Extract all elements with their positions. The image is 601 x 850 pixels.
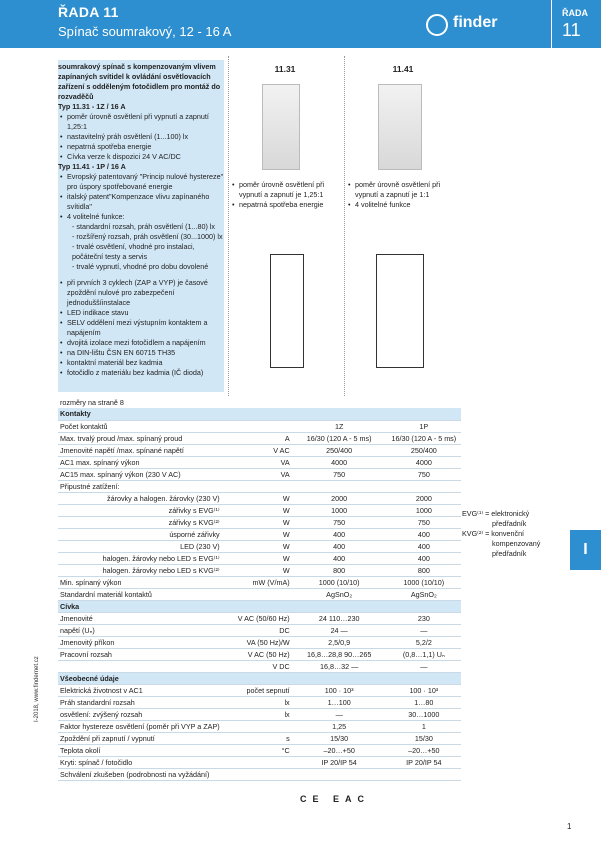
row-label: Připustné zatížení: — [58, 480, 222, 492]
row-label: Zpoždění při zapnutí / vypnutí — [58, 732, 222, 744]
value-1141: 2000 — [387, 492, 461, 504]
value-1141: 750 — [387, 516, 461, 528]
row-unit — [222, 588, 292, 600]
row-unit — [222, 768, 292, 780]
row-label: LED (230 V) — [58, 540, 222, 552]
spec-row — [58, 636, 461, 648]
feature-subitem: - standardní rozsah, práh osvětlení (1...80) lx — [72, 222, 216, 231]
value-1131 — [292, 480, 387, 492]
value-1131: 1000 — [292, 504, 387, 516]
product-note: • poměr úrovně osvětlení při vypnutí a zapnutí je 1:1 — [346, 180, 461, 200]
divider — [344, 56, 345, 396]
row-unit: W — [222, 492, 292, 504]
feature-intro: soumrakový spínač s kompenzovaným vlivem zapínaných svítidel k ovládání osvětlovacích zařízení s odděleným fotočidlem pro montáž do rozvaděčů — [58, 62, 221, 101]
row-label: Všeobecné údaje — [58, 672, 461, 684]
value-1141: 1…80 — [387, 696, 461, 708]
value-1131: 24 — — [292, 624, 387, 636]
spec-row — [58, 504, 461, 516]
row-unit: °C — [222, 744, 292, 756]
cert-marks: CE EAC — [300, 794, 371, 804]
row-unit: VA — [222, 456, 292, 468]
row-label: AC1 max. spínaný výkon — [58, 456, 222, 468]
feature-item: • na DIN-lištu ČSN EN 60715 TH35 — [58, 348, 224, 358]
feature-item: • LED indikace stavu — [58, 308, 224, 318]
feature-item: • Evropský patentovaný "Princip nulové hystereze" pro úspory spotřebované energie — [58, 172, 224, 192]
product-note: • poměr úrovně osvětlení při vypnutí a zapnutí je 1,25:1 — [230, 180, 345, 200]
value-1141: 1 — [387, 720, 461, 732]
series-title: ŘADA 11 — [58, 4, 119, 20]
row-unit: W — [222, 504, 292, 516]
feature-item: • fotočidlo z materiálu bez kadmia (IČ dioda) — [58, 368, 224, 378]
row-label: osvětlení: zvýšený rozsah — [58, 708, 222, 720]
row-label: zářivky s KVG⁽²⁾ — [58, 516, 222, 528]
value-1141: 400 — [387, 540, 461, 552]
spec-row — [58, 624, 461, 636]
row-unit: VA — [222, 468, 292, 480]
row-unit — [222, 720, 292, 732]
value-1131: 16/30 (120 A - 5 ms) — [292, 432, 387, 444]
spec-row — [58, 612, 461, 624]
spec-row — [58, 756, 461, 768]
legend-evg: EVG⁽¹⁾ = elektronický — [462, 509, 530, 518]
value-1141: — — [387, 660, 461, 672]
value-1131 — [292, 768, 387, 780]
value-1141: AgSnO₂ — [387, 588, 461, 600]
page-number: 1 — [567, 822, 572, 831]
feature-subitem: - rozšířený rozsah, práh osvětlení (30...1000) lx — [72, 232, 223, 241]
value-1141: 400 — [387, 552, 461, 564]
row-unit: V AC (50/60 Hz) — [222, 612, 292, 624]
legend-evg-2: předřadník — [492, 519, 527, 528]
spec-row — [58, 576, 461, 588]
spec-row — [58, 720, 461, 732]
row-label: Práh standardní rozsah — [58, 696, 222, 708]
spec-row — [58, 408, 461, 420]
value-1141: 800 — [387, 564, 461, 576]
footer-note: I-2018, www.findernet.cz — [34, 656, 40, 722]
value-1131: 2,5/0,9 — [292, 636, 387, 648]
spec-row — [58, 588, 461, 600]
row-unit: mW (V/mA) — [222, 576, 292, 588]
spec-row — [58, 456, 461, 468]
value-1141: 1P — [387, 420, 461, 432]
product-code-1: 11.31 — [274, 64, 296, 74]
spec-row — [58, 564, 461, 576]
value-1131: 400 — [292, 552, 387, 564]
row-unit: počet sepnutí — [222, 684, 292, 696]
row-label: Jmenovité — [58, 612, 222, 624]
row-label: Schválení zkušeben (podrobnosti na vyžádání) — [58, 768, 222, 780]
value-1141: 230 — [387, 612, 461, 624]
row-unit: W — [222, 540, 292, 552]
row-label: Jmenovité napětí /max. spínané napětí — [58, 444, 222, 456]
value-1141: 250/400 — [387, 444, 461, 456]
legend-kvg: KVG⁽²⁾ = konvenční — [462, 529, 525, 538]
feature-item: • SELV oddělení mezi výstupním kontaktem a napájením — [58, 318, 224, 338]
row-label: Cívka — [58, 600, 461, 612]
spec-row — [58, 684, 461, 696]
value-1141: 16/30 (120 A - 5 ms) — [387, 432, 461, 444]
spec-row — [58, 660, 461, 672]
value-1131: 400 — [292, 528, 387, 540]
row-label: Min. spínaný výkon — [58, 576, 222, 588]
value-1131: 400 — [292, 540, 387, 552]
value-1131: 250/400 — [292, 444, 387, 456]
row-label: Faktor hystereze osvětlení (poměr při VYP a ZAP) — [60, 721, 220, 731]
tab-label: ŘADA — [562, 8, 588, 18]
row-label: AC15 max. spínaný výkon (230 V AC) — [58, 468, 222, 480]
spec-row — [58, 732, 461, 744]
row-label: halogen. žárovky nebo LED s KVG⁽²⁾ — [58, 564, 222, 576]
wiring-drawing-1141 — [376, 254, 424, 368]
row-unit: DC — [222, 624, 292, 636]
value-1141: — — [387, 624, 461, 636]
feature-item: • poměr úrovně osvětlení při vypnutí a zapnutí 1,25:1 — [58, 112, 224, 132]
spec-row — [58, 768, 461, 780]
value-1141: 1000 — [387, 504, 461, 516]
row-label: Standardní materiál kontaktů — [58, 588, 222, 600]
product-notes-2 — [346, 180, 461, 210]
wiring-drawing-1131 — [270, 254, 304, 368]
logo-ring-icon — [426, 14, 448, 36]
row-label — [58, 660, 222, 672]
spec-table — [58, 396, 461, 781]
spec-row — [58, 468, 461, 480]
row-unit: lx — [222, 696, 292, 708]
series-subtitle: Spínač soumrakový, 12 - 16 A — [58, 24, 232, 39]
value-1131: 4000 — [292, 456, 387, 468]
value-1131: 15/30 — [292, 732, 387, 744]
row-label: Kryti: spínač / fotočidlo — [58, 756, 222, 768]
feature-item: • nastavitelný práh osvětlení (1...100) lx — [58, 132, 224, 142]
product-notes-1 — [230, 180, 345, 210]
value-1131: –20…+50 — [292, 744, 387, 756]
row-label: Teplota okolí — [58, 744, 222, 756]
feature-item: • dvojitá izolace mezi fotočidlem a napájením — [58, 338, 224, 348]
legend — [462, 509, 557, 559]
value-1141: 750 — [387, 468, 461, 480]
header-bar — [0, 0, 601, 48]
row-unit: A — [222, 432, 292, 444]
value-1141: (0,8…1,1) Uₙ — [387, 648, 461, 660]
spec-row — [58, 540, 461, 552]
value-1131: 1…100 — [292, 696, 387, 708]
row-unit: W — [222, 552, 292, 564]
row-unit — [222, 480, 292, 492]
series-tab — [551, 0, 601, 48]
type-title: Typ 11.31 - 1Z / 16 A — [58, 102, 126, 111]
row-label: Kontakty — [58, 408, 461, 420]
value-1141: –20…+50 — [387, 744, 461, 756]
row-label: Elektrická životnost v AC1 — [58, 684, 222, 696]
value-1131: 800 — [292, 564, 387, 576]
product-code-2: 11.41 — [392, 64, 414, 74]
value-1131: 24 110…230 — [292, 612, 387, 624]
value-1131: 100 · 10³ — [292, 684, 387, 696]
value-1141: 1000 (10/10) — [387, 576, 461, 588]
row-unit: V DC — [222, 660, 292, 672]
row-unit: V AC (50 Hz) — [222, 648, 292, 660]
value-1131: 2000 — [292, 492, 387, 504]
row-label: zářivky s EVG⁽¹⁾ — [58, 504, 222, 516]
value-1131: 16,8…28,8 90…265 — [292, 648, 387, 660]
feature-item: • italský patent"Kompenzace vlivu zapínaného svítidla" — [58, 192, 224, 212]
spec-row — [58, 744, 461, 756]
row-unit: W — [222, 564, 292, 576]
legend-kvg-3: předřadník — [492, 549, 527, 558]
row-label: Počet kontaktů — [58, 420, 222, 432]
feature-list — [58, 62, 224, 378]
product-note: • nepatrná spotřeba energie — [230, 200, 345, 210]
spec-row — [58, 492, 461, 504]
row-label: napětí (Uₙ) — [58, 624, 222, 636]
feature-item: • 4 volitelné funkce: — [58, 212, 224, 222]
row-unit — [222, 756, 292, 768]
value-1131: 750 — [292, 516, 387, 528]
spec-row — [58, 648, 461, 660]
value-1131: 1Z — [292, 420, 387, 432]
value-1141: IP 20/IP 54 — [387, 756, 461, 768]
row-label: úsporné zářivky — [58, 528, 222, 540]
row-label: žárovky a halogen. žárovky (230 V) — [58, 492, 222, 504]
value-1141: 15/30 — [387, 732, 461, 744]
divider — [228, 56, 229, 396]
type-title: Typ 11.41 - 1P / 16 A — [58, 162, 126, 171]
row-unit: V AC — [222, 444, 292, 456]
finder-logo — [426, 14, 538, 36]
row-unit — [222, 420, 292, 432]
value-1131: AgSnO₂ — [292, 588, 387, 600]
row-unit: lx — [222, 708, 292, 720]
row-unit: s — [222, 732, 292, 744]
feature-item: • nepatrná spotřeba energie — [58, 142, 224, 152]
row-label: Max. trvalý proud /max. spínaný proud — [58, 432, 222, 444]
spec-row — [58, 600, 461, 612]
feature-item: • kontaktní materiál bez kadmia — [58, 358, 224, 368]
spec-row — [58, 432, 461, 444]
value-1141: 5,2/2 — [387, 636, 461, 648]
value-1141: 400 — [387, 528, 461, 540]
value-1141: 4000 — [387, 456, 461, 468]
feature-item: • Cívka verze k dispozici 24 V AC/DC — [58, 152, 224, 162]
product-photo-1141 — [378, 84, 422, 170]
value-1131: 16,8…32 — — [292, 660, 387, 672]
spec-row — [58, 396, 461, 408]
value-1141: 100 · 10³ — [387, 684, 461, 696]
spec-row — [58, 528, 461, 540]
value-1131: 1000 (10/10) — [292, 576, 387, 588]
product-photo-1131 — [262, 84, 300, 170]
row-label: Pracovní rozsah — [58, 648, 222, 660]
feature-subitem: - trvalé osvětlení, vhodné pro instalaci, počáteční testy a servis — [72, 242, 195, 261]
value-1131: IP 20/IP 54 — [292, 756, 387, 768]
value-1141: 30…1000 — [387, 708, 461, 720]
value-1141 — [387, 480, 461, 492]
value-1131: 1,25 — [292, 720, 387, 732]
feature-subitem: - trvalé vypnutí, vhodné pro dobu dovolené — [72, 262, 209, 271]
feature-item: • při prvních 3 cyklech (ZAP a VYP) je časové zpoždění nulové pro zabezpečení jednoduššíinstalace — [58, 278, 224, 308]
value-1141 — [387, 768, 461, 780]
spec-row — [58, 696, 461, 708]
brand-name: finder — [453, 14, 498, 31]
product-note: • 4 volitelné funkce — [346, 200, 461, 210]
row-label: rozměry na straně 8 — [60, 397, 124, 407]
value-1131: — — [292, 708, 387, 720]
tab-number: 11 — [562, 20, 581, 40]
spec-row — [58, 516, 461, 528]
row-unit: VA (50 Hz)/W — [222, 636, 292, 648]
spec-row — [58, 480, 461, 492]
value-1131: 750 — [292, 468, 387, 480]
row-unit: W — [222, 528, 292, 540]
row-unit: W — [222, 516, 292, 528]
spec-row — [58, 672, 461, 684]
spec-row — [58, 552, 461, 564]
legend-kvg-2: kompenzovaný — [492, 539, 541, 548]
spec-row — [58, 420, 461, 432]
spec-row — [58, 444, 461, 456]
section-marker: I — [570, 530, 601, 570]
row-label: halogen. žárovky nebo LED s EVG⁽¹⁾ — [58, 552, 222, 564]
row-label: Jmenovitý příkon — [58, 636, 222, 648]
spec-row — [58, 708, 461, 720]
